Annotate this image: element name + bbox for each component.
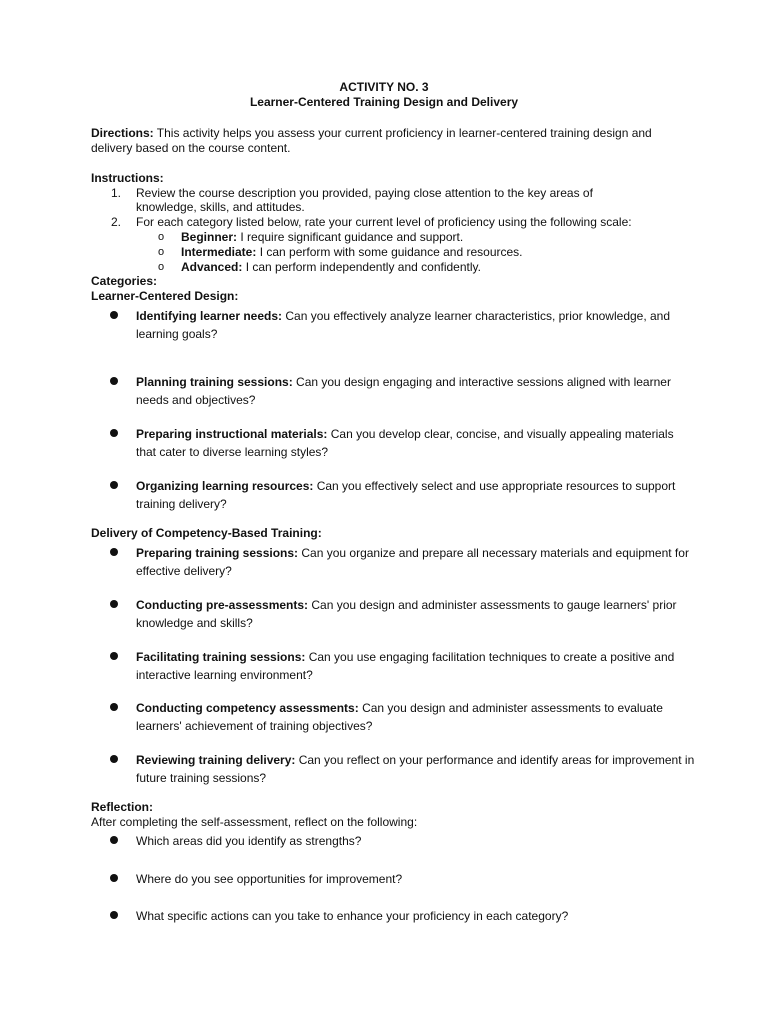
bullet-icon	[110, 481, 118, 489]
list-item	[136, 544, 696, 580]
item-label: Preparing instructional materials:	[136, 427, 328, 441]
scale-beginner	[181, 230, 463, 245]
bullet-icon	[110, 652, 118, 660]
design-heading: Learner-Centered Design:	[91, 289, 239, 303]
item-text: Can you reflect on your performance and identify areas for improvement in future training sessions?	[136, 753, 695, 785]
bullet-icon	[110, 600, 118, 608]
directions-line-1	[91, 126, 652, 141]
activity-number: ACTIVITY NO. 3	[339, 80, 429, 94]
bullet-icon	[110, 874, 118, 882]
instruction-number: 1.	[111, 186, 122, 200]
scale-intermediate	[181, 245, 523, 260]
categories-label: Categories:	[91, 274, 158, 288]
instruction-item-1-cont: knowledge, skills, and attitudes.	[136, 200, 305, 214]
list-item	[136, 596, 696, 632]
item-label: Planning training sessions:	[136, 375, 293, 389]
item-label: Conducting pre-assessments:	[136, 598, 309, 612]
scale-marker: o	[158, 246, 165, 258]
bullet-icon	[110, 429, 118, 437]
item-label: Preparing training sessions:	[136, 546, 299, 560]
bullet-icon	[110, 703, 118, 711]
scale-advanced	[181, 260, 481, 275]
scale-text: I can perform independently and confidently.	[242, 260, 481, 274]
scale-text: I can perform with some guidance and resources.	[256, 245, 523, 259]
item-label: Reviewing training delivery:	[136, 753, 296, 767]
item-text: Can you use engaging facilitation techniques to create a positive and interactive learning environment?	[136, 650, 675, 682]
instructions-label: Instructions:	[91, 171, 164, 185]
item-label: Organizing learning resources:	[136, 479, 314, 493]
list-item	[136, 425, 696, 461]
list-item	[136, 373, 696, 409]
reflection-label: Reflection:	[91, 800, 154, 814]
reflection-item: Which areas did you identify as strengths?	[136, 834, 362, 848]
directions-line-2: delivery based on the course content.	[91, 141, 291, 155]
bullet-icon	[110, 311, 118, 319]
item-text: Can you design and administer assessments to evaluate learners' achievement of training objectives?	[136, 701, 663, 733]
item-text: Can you organize and prepare all necessary materials and equipment for effective delivery?	[136, 546, 689, 578]
scale-label: Beginner:	[181, 230, 238, 244]
list-item	[136, 648, 696, 684]
list-item	[136, 699, 696, 735]
list-item	[136, 307, 696, 343]
reflection-intro: After completing the self-assessment, reflect on the following:	[91, 815, 418, 829]
scale-text: I require significant guidance and support.	[237, 230, 464, 244]
item-label: Facilitating training sessions:	[136, 650, 306, 664]
bullet-icon	[110, 377, 118, 385]
list-item	[136, 477, 696, 513]
reflection-item: What specific actions can you take to enhance your proficiency in each category?	[136, 909, 569, 923]
instruction-item-2: For each category listed below, rate your current level of proficiency using the following scale:	[136, 215, 632, 229]
scale-marker: o	[158, 231, 165, 243]
scale-label: Advanced:	[181, 260, 243, 274]
list-item	[136, 751, 696, 787]
delivery-heading: Delivery of Competency-Based Training:	[91, 526, 322, 540]
bullet-icon	[110, 755, 118, 763]
item-text: Can you develop clear, concise, and visually appealing materials that cater to diverse learning styles?	[136, 427, 674, 459]
instruction-item-1: Review the course description you provided, paying close attention to the key areas of	[136, 186, 593, 200]
instruction-number: 2.	[111, 215, 122, 229]
item-label: Conducting competency assessments:	[136, 701, 359, 715]
bullet-icon	[110, 836, 118, 844]
reflection-item: Where do you see opportunities for improvement?	[136, 872, 403, 886]
item-text: Can you design engaging and interactive sessions aligned with learner needs and objectives?	[136, 375, 671, 407]
item-label: Identifying learner needs:	[136, 309, 283, 323]
item-text: Can you effectively select and use appropriate resources to support training delivery?	[136, 479, 676, 511]
directions-text: This activity helps you assess your current proficiency in learner-centered training design and	[153, 126, 652, 140]
directions-label: Directions:	[91, 126, 154, 140]
scale-label: Intermediate:	[181, 245, 257, 259]
item-text: Can you design and administer assessments to gauge learners' prior knowledge and skills?	[136, 598, 677, 630]
document-title: Learner-Centered Training Design and Delivery	[249, 95, 519, 109]
bullet-icon	[110, 911, 118, 919]
item-text: Can you effectively analyze learner characteristics, prior knowledge, and learning goals?	[136, 309, 671, 341]
bullet-icon	[110, 548, 118, 556]
scale-marker: o	[158, 261, 165, 273]
